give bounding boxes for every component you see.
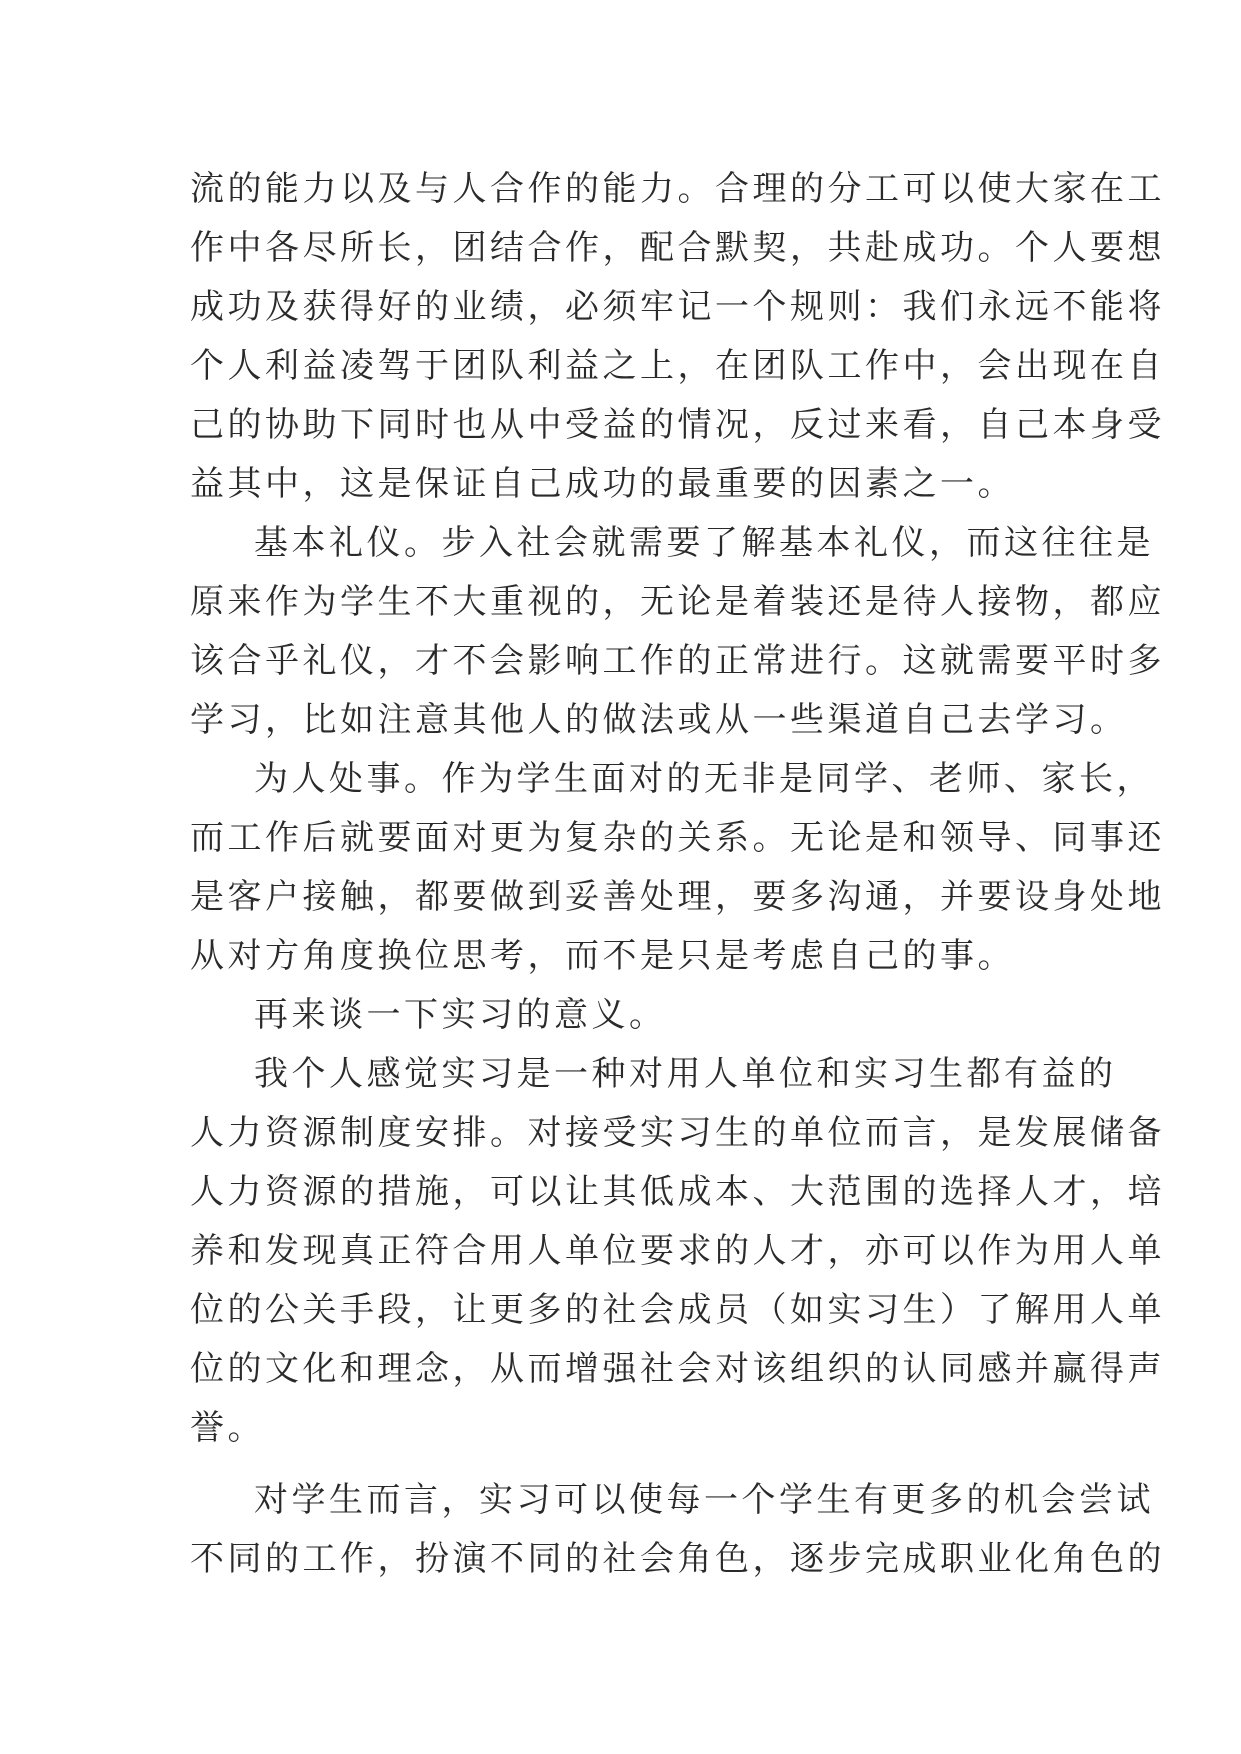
paragraph-start-line: 我个人感觉实习是一种对用人单位和实习生都有益的: [254, 1054, 1117, 1094]
paragraph-start-line: 为人处事。作为学生面对的无非是同学、老师、家长，: [254, 759, 1154, 799]
text-line: 该合乎礼仪，才不会影响工作的正常进行。这就需要平时多: [190, 641, 1165, 681]
text-line: 益其中，这是保证自己成功的最重要的因素之一。: [190, 464, 1015, 504]
paragraph-start-line: 再来谈一下实习的意义。: [254, 995, 667, 1035]
text-line: 位的公关手段，让更多的社会成员（如实习生）了解用人单: [190, 1290, 1165, 1330]
text-line: 不同的工作，扮演不同的社会角色，逐步完成职业化角色的: [190, 1539, 1165, 1579]
paragraph-start-line: 基本礼仪。步入社会就需要了解基本礼仪，而这往往是: [254, 523, 1154, 563]
text-line: 原来作为学生不大重视的，无论是着装还是待人接物，都应: [190, 582, 1165, 622]
text-line: 流的能力以及与人合作的能力。合理的分工可以使大家在工: [190, 169, 1165, 209]
paragraph-start-line: 对学生而言，实习可以使每一个学生有更多的机会尝试: [254, 1480, 1154, 1520]
text-line: 人力资源的措施，可以让其低成本、大范围的选择人才，培: [190, 1172, 1165, 1212]
text-line: 而工作后就要面对更为复杂的关系。无论是和领导、同事还: [190, 818, 1165, 858]
text-line: 个人利益凌驾于团队利益之上，在团队工作中，会出现在自: [190, 346, 1165, 386]
body-text: [190, 160, 1165, 1589]
text-line: 成功及获得好的业绩，必须牢记一个规则：我们永远不能将: [190, 287, 1165, 327]
text-line: 己的协助下同时也从中受益的情况，反过来看，自己本身受: [190, 405, 1165, 445]
text-line: 位的文化和理念，从而增强社会对该组织的认同感并赢得声: [190, 1349, 1165, 1389]
text-line: 誉。: [190, 1408, 265, 1448]
text-line: 人力资源制度安排。对接受实习生的单位而言，是发展储备: [190, 1113, 1165, 1153]
text-line: 养和发现真正符合用人单位要求的人才，亦可以作为用人单: [190, 1231, 1165, 1271]
text-line: 学习，比如注意其他人的做法或从一些渠道自己去学习。: [190, 700, 1128, 740]
text-line: 是客户接触，都要做到妥善处理，要多沟通，并要设身处地: [190, 877, 1165, 917]
text-line: 从对方角度换位思考，而不是只是考虑自己的事。: [190, 936, 1015, 976]
text-line: 作中各尽所长，团结合作，配合默契，共赴成功。个人要想: [190, 228, 1165, 268]
